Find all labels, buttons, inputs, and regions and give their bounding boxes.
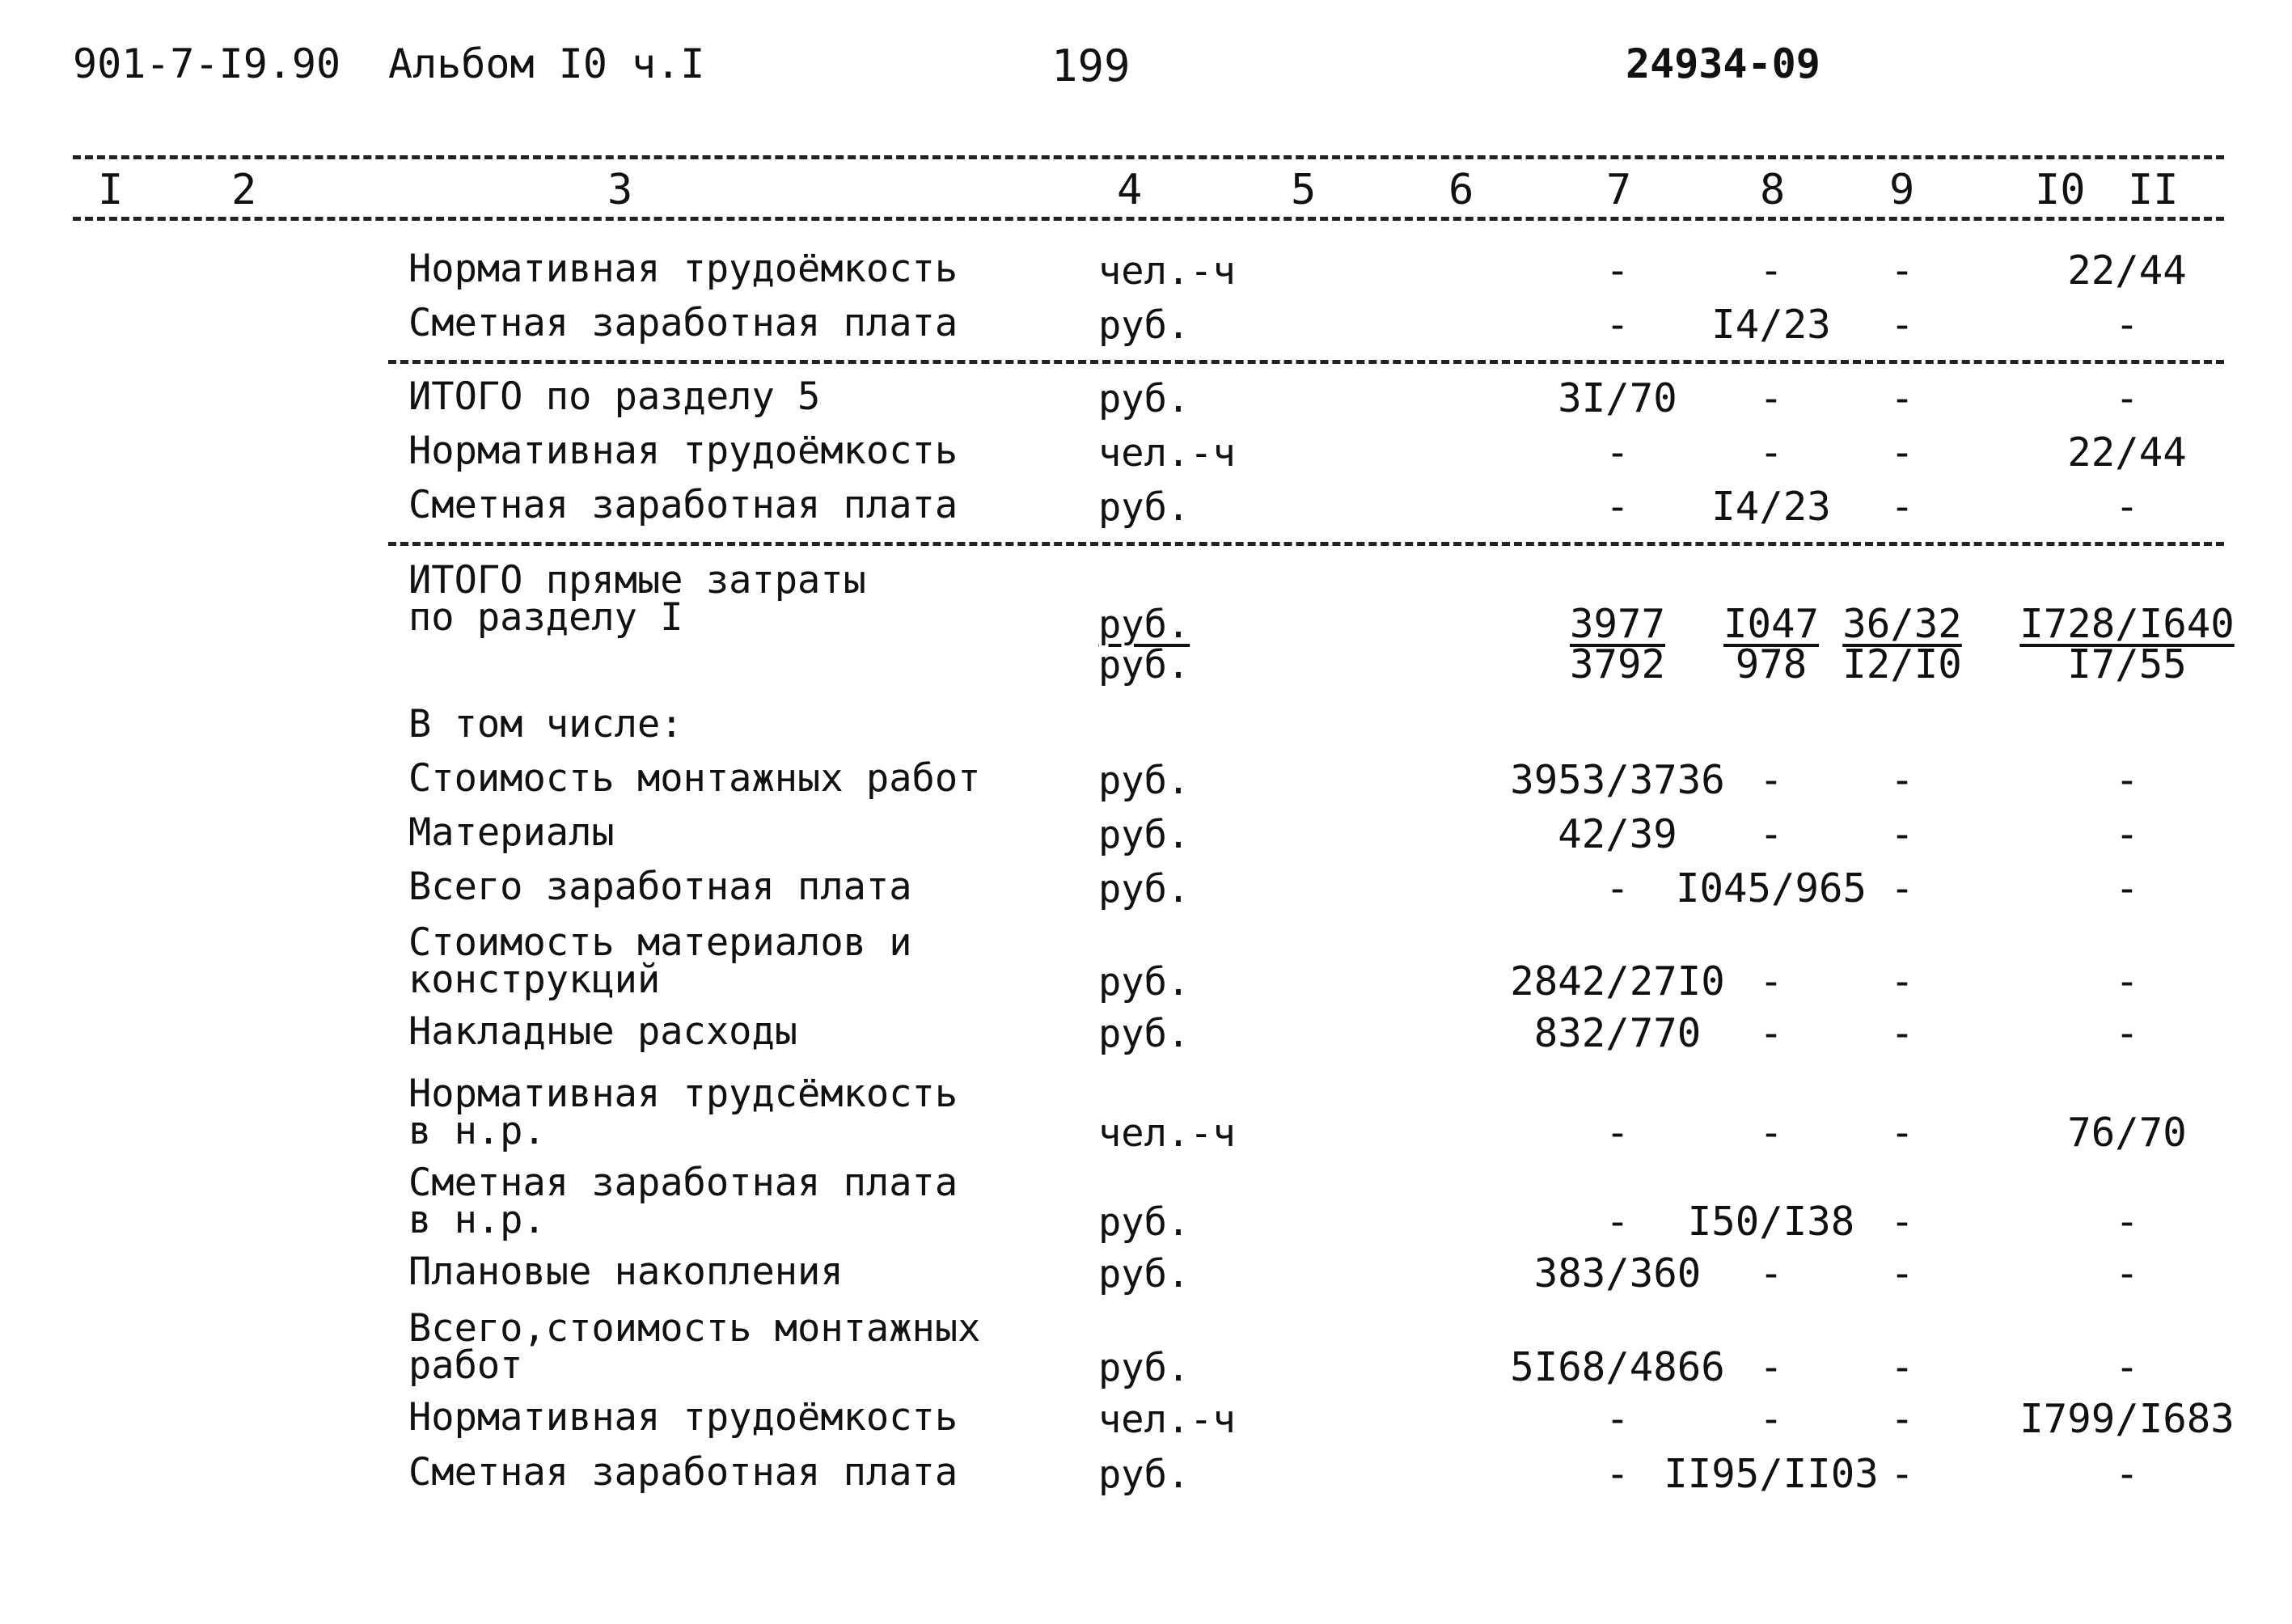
column-header: I0 — [2035, 166, 2086, 214]
unit-cell: руб. — [1098, 1200, 1190, 1245]
value-cell-c8: - — [1759, 811, 1783, 857]
column-header: I — [98, 166, 124, 214]
value-cell-c7: 832/770 — [1533, 1010, 1702, 1056]
value-cell-c9: - — [1890, 958, 1914, 1004]
sheet-code: 24934-09 — [1626, 40, 1820, 87]
unit-cell: руб. — [1098, 813, 1190, 857]
value-cell-c9: - — [1890, 865, 1914, 911]
value-cell-c9: - — [1890, 811, 1914, 857]
value-cell-c8: I4/23 — [1711, 484, 1831, 530]
value-cell-c10: - — [2115, 1250, 2139, 1296]
value-cell-c10: - — [2115, 811, 2139, 857]
row-label: работ — [408, 1343, 523, 1388]
unit-cell: руб. — [1098, 867, 1190, 911]
column-header-top-rule — [73, 155, 2224, 159]
row-label: Сметная заработная плата — [408, 1450, 958, 1495]
value-cell-c9: - — [1890, 1451, 1914, 1497]
value-cell-c8: 978 — [1735, 641, 1808, 687]
row-label: В том числе: — [408, 702, 683, 746]
value-cell-c8: - — [1759, 1110, 1783, 1156]
row-label: в н.р. — [408, 1109, 546, 1153]
value-cell-c7: - — [1605, 1396, 1630, 1442]
value-cell-c7: 42/39 — [1558, 811, 1677, 857]
row-label: по разделу I — [408, 595, 683, 640]
row-label: Нормативная трудоёмкость — [408, 247, 958, 291]
unit-cell: руб. — [1098, 759, 1190, 803]
value-cell-c7: - — [1605, 1110, 1630, 1156]
row-label: Всего,стоимость монтажных — [408, 1306, 981, 1351]
value-cell-c8: I50/I38 — [1687, 1199, 1855, 1245]
value-cell-c8: I047 — [1723, 601, 1820, 647]
row-label: в н.р. — [408, 1198, 546, 1242]
value-cell-c10: - — [2115, 757, 2139, 803]
row-label: Нормативная трудсёмкость — [408, 1072, 958, 1116]
page-number: 199 — [1051, 40, 1131, 91]
unit-cell: руб. — [1098, 603, 1190, 647]
unit-cell: руб. — [1098, 1453, 1190, 1497]
row-label: Сметная заработная плата — [408, 301, 958, 345]
row-label: Плановые накопления — [408, 1250, 844, 1294]
value-cell-c9: - — [1890, 1250, 1914, 1296]
unit-cell: чел.-ч — [1098, 1398, 1236, 1442]
value-cell-c7: - — [1605, 302, 1630, 348]
value-cell-c8: - — [1759, 429, 1783, 476]
unit-cell: руб. — [1098, 303, 1190, 348]
value-cell-c10: I7/55 — [2067, 641, 2187, 687]
value-cell-c8: - — [1759, 375, 1783, 421]
row-label: Нормативная трудоёмкость — [408, 429, 958, 473]
value-cell-c10: - — [2115, 1199, 2139, 1245]
row-label: Стоимость монтажных работ — [408, 756, 981, 801]
unit-cell: руб. — [1098, 1346, 1190, 1390]
unit-cell: руб. — [1098, 485, 1190, 530]
value-cell-c7: 3953/3736 — [1510, 757, 1725, 803]
value-cell-c10: - — [2115, 1344, 2139, 1390]
value-cell-c7: 3977 — [1569, 601, 1666, 647]
value-cell-c8: - — [1759, 1250, 1783, 1296]
value-cell-c9: - — [1890, 1344, 1914, 1390]
value-cell-c8: II95/II03 — [1664, 1451, 1879, 1497]
value-cell-c8: I4/23 — [1711, 302, 1831, 348]
value-cell-c7: - — [1605, 484, 1630, 530]
document-code: 901-7-I9.90 — [73, 40, 341, 87]
column-header: 6 — [1448, 166, 1474, 214]
value-cell-c10: - — [2115, 865, 2139, 911]
unit-cell: чел.-ч — [1098, 431, 1236, 476]
row-label: Стоимость материалов и — [408, 920, 912, 965]
value-cell-c9: - — [1890, 484, 1914, 530]
value-cell-c7: - — [1605, 865, 1630, 911]
value-cell-c9: - — [1890, 757, 1914, 803]
column-header: 4 — [1117, 166, 1143, 214]
column-header: 9 — [1889, 166, 1915, 214]
unit-cell: руб. — [1098, 1012, 1190, 1056]
unit-cell: чел.-ч — [1098, 1111, 1236, 1156]
value-cell-c7: - — [1605, 1451, 1630, 1497]
album-label: Альбом I0 ч.I — [388, 40, 705, 87]
value-cell-c10: I799/I683 — [2019, 1396, 2235, 1442]
row-label: Нормативная трудоёмкость — [408, 1395, 958, 1440]
section-divider — [388, 542, 2224, 546]
value-cell-c9: - — [1890, 1110, 1914, 1156]
value-cell-c9: - — [1890, 429, 1914, 476]
unit-cell: руб. — [1098, 643, 1190, 687]
column-header: 7 — [1606, 166, 1632, 214]
value-cell-c10: - — [2115, 484, 2139, 530]
value-cell-c7: 3792 — [1569, 641, 1666, 687]
unit-cell: руб. — [1098, 1252, 1190, 1296]
value-cell-c10: - — [2115, 302, 2139, 348]
value-cell-c10: - — [2115, 958, 2139, 1004]
value-cell-c9: - — [1890, 375, 1914, 421]
value-cell-c10: - — [2115, 375, 2139, 421]
value-cell-c10: 22/44 — [2067, 247, 2187, 294]
value-cell-c9: - — [1890, 247, 1914, 294]
value-cell-c9: - — [1890, 1396, 1914, 1442]
value-cell-c7: 2842/27I0 — [1510, 958, 1725, 1004]
value-cell-c10: - — [2115, 1010, 2139, 1056]
unit-cell: руб. — [1098, 960, 1190, 1004]
unit-cell: чел.-ч — [1098, 249, 1236, 294]
section-divider — [388, 360, 2224, 364]
value-cell-c10: I728/I640 — [2019, 601, 2235, 647]
row-label: Всего заработная плата — [408, 865, 912, 909]
value-cell-c7: 3I/70 — [1558, 375, 1677, 421]
row-label: конструкций — [408, 958, 661, 1002]
column-header: II — [2128, 166, 2179, 214]
value-cell-c9: - — [1890, 302, 1914, 348]
value-cell-c8: - — [1759, 1010, 1783, 1056]
value-cell-c7: - — [1605, 429, 1630, 476]
row-label: Сметная заработная плата — [408, 1161, 958, 1205]
column-header: 2 — [231, 166, 257, 214]
column-header: 8 — [1760, 166, 1786, 214]
value-cell-c7: - — [1605, 1199, 1630, 1245]
value-cell-c9: - — [1890, 1010, 1914, 1056]
row-label: Сметная заработная плата — [408, 483, 958, 527]
row-label: Материалы — [408, 810, 615, 855]
value-cell-c9: 36/32 — [1842, 601, 1962, 647]
value-cell-c8: I045/965 — [1675, 865, 1867, 911]
value-cell-c8: - — [1759, 247, 1783, 294]
column-header: 5 — [1291, 166, 1317, 214]
row-label: Накладные расходы — [408, 1009, 798, 1054]
unit-cell: руб. — [1098, 377, 1190, 421]
value-cell-c7: 5I68/4866 — [1510, 1344, 1725, 1390]
value-cell-c8: - — [1759, 757, 1783, 803]
column-header: 3 — [607, 166, 633, 214]
row-label: ИТОГО по разделу 5 — [408, 374, 821, 419]
value-cell-c9: I2/I0 — [1842, 641, 1962, 687]
value-cell-c8: - — [1759, 958, 1783, 1004]
row-label: ИТОГО прямые затраты — [408, 558, 866, 603]
value-cell-c7: - — [1605, 247, 1630, 294]
value-cell-c8: - — [1759, 1396, 1783, 1442]
value-cell-c7: 383/360 — [1533, 1250, 1702, 1296]
value-cell-c9: - — [1890, 1199, 1914, 1245]
value-cell-c10: 76/70 — [2067, 1110, 2187, 1156]
value-cell-c10: - — [2115, 1451, 2139, 1497]
column-header-bottom-rule — [73, 217, 2224, 221]
value-cell-c8: - — [1759, 1344, 1783, 1390]
value-cell-c10: 22/44 — [2067, 429, 2187, 476]
